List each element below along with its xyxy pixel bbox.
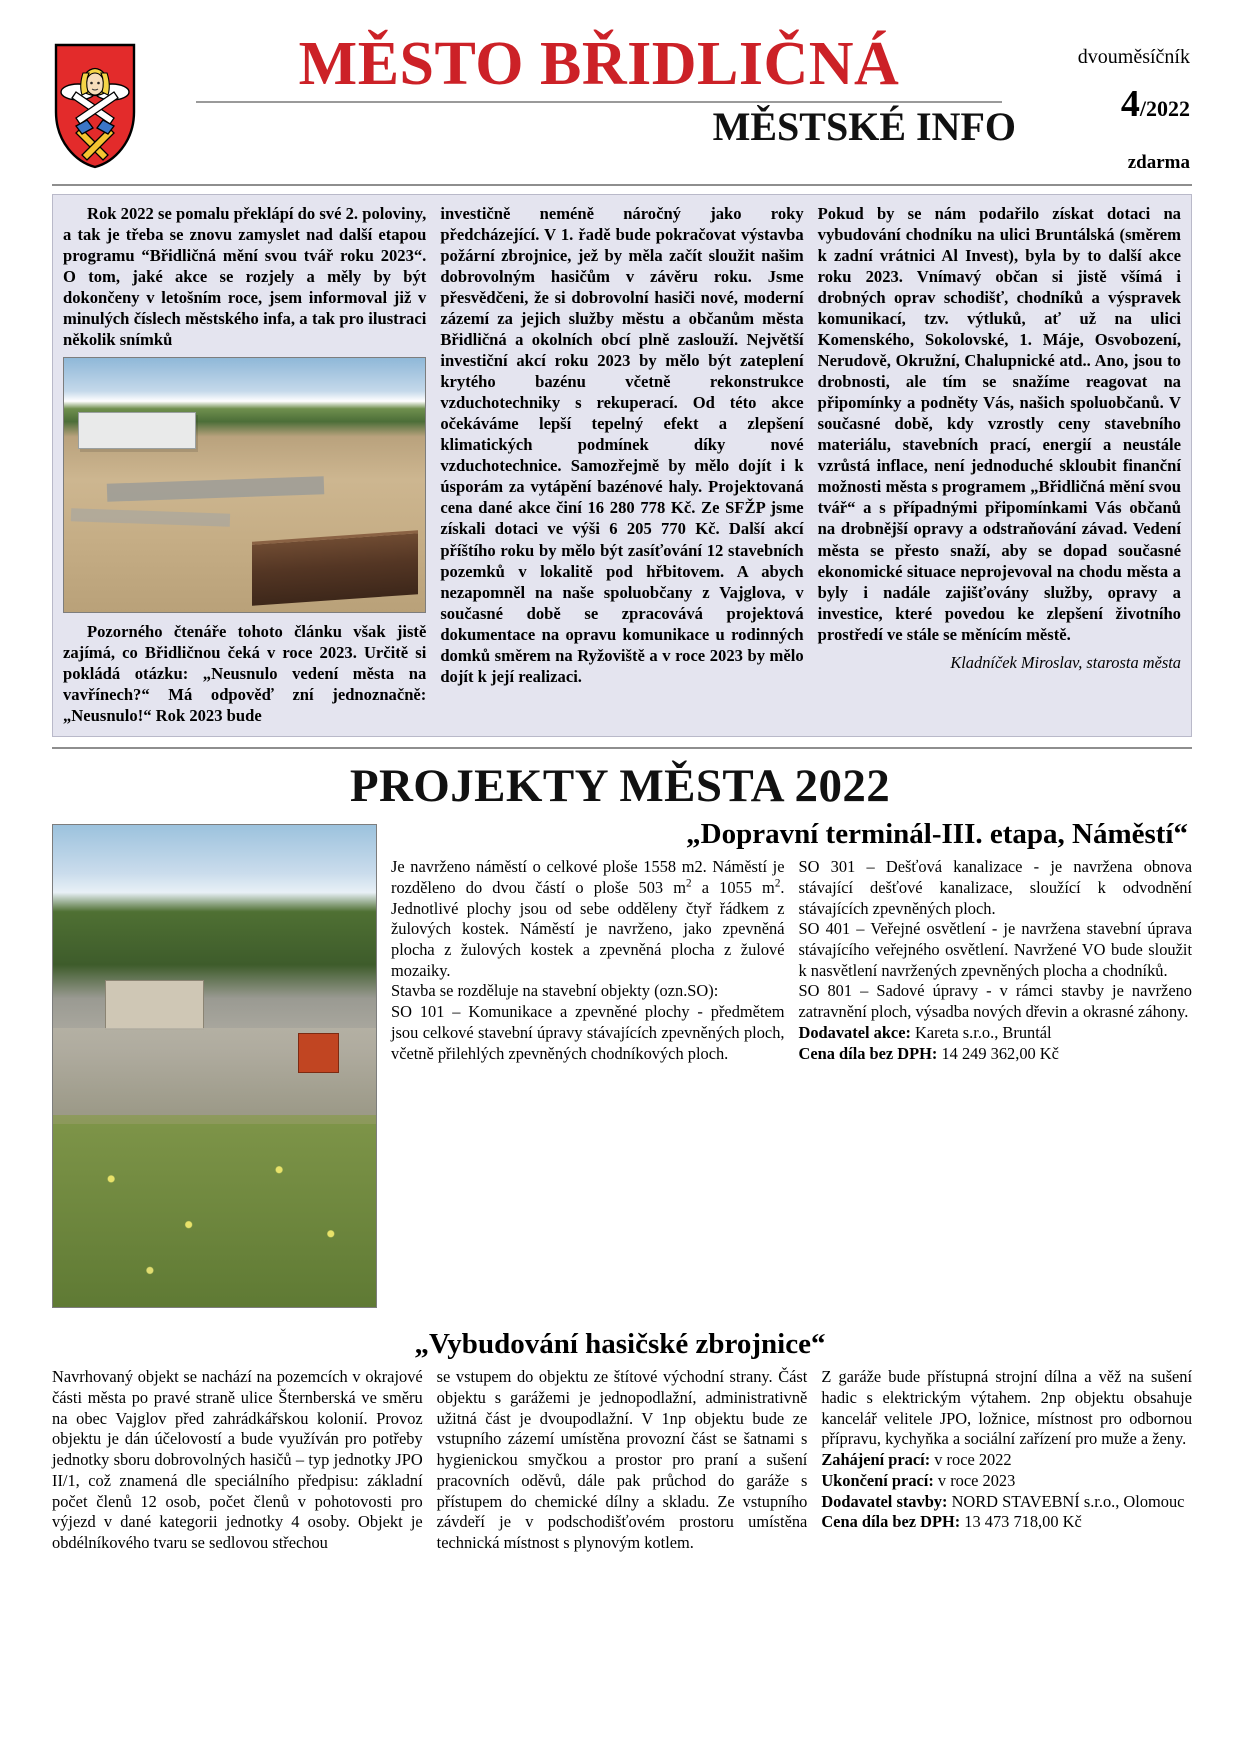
project-text: Je navrženo náměstí o celkové ploše 1558 m2. Náměstí je rozděleno do dvou částí o ploše 503 m	[391, 857, 785, 897]
photo-square-site	[52, 824, 377, 1308]
editorial-col3-text	[818, 203, 1181, 673]
title-divider	[196, 101, 1002, 103]
project-1-block	[52, 817, 1192, 1316]
photo-construction-site-1	[63, 357, 426, 613]
author-signature: Kladníček Miroslav, starosta města	[950, 652, 1181, 672]
project-paragraph: Z garáže bude přístupná strojní dílna a věž na sušení hadic s elektrickým výtahem. 2np objektu obsahuje kancelář velitele JPO, ložnice, místnost pro odbornou přípravu, kychyňka a sociální zařízení pro muže a ženy.	[821, 1367, 1193, 1449]
issue-year: /2022	[1139, 96, 1190, 121]
editorial-column-1	[63, 203, 426, 726]
start-value: v roce 2022	[930, 1450, 1012, 1470]
city-coat-of-arms	[52, 42, 138, 170]
project-2-end	[821, 1471, 1192, 1492]
project-2-block	[52, 1367, 1192, 1553]
project-paragraph: se vstupem do objektu ze štítové východní strany. Část objektu s garážemi je jednopodlažní, administrativně užitná část je dvoupodlažní. V 1np objektu bude ze vstupního zázemí umístěna provozní část se šatnami s hygienickou smyčkou a prostor pro praní a sušení pracovních oděvů, dále pak průchod do garáže s přístupem do chemické dílny a skladu. Ze vstupního závdeří je v podschodišťovém prostoru umístěna technická místnost s plynovým kotlem.	[436, 1367, 808, 1552]
photo-detail-building	[105, 980, 204, 1030]
project-paragraph: SO 801 – Sadové úpravy - v rámci stavby je navrženo zatravnění ploch, výsadba nových dřevin a okrasné záhony.	[798, 981, 1192, 1022]
issue-block	[1040, 34, 1192, 174]
project-1-supplier	[799, 1023, 1193, 1044]
page-subtitle: MĚSTSKÉ INFO	[712, 103, 1016, 149]
project-paragraph: Navrhovaný objekt se nachází na pozemcích v okrajové části města po pravé straně ulice Šternberská ve směru na obec Vajglov před zahrádkářskou kolonií. Provoz objektu je dán účelovostí a bude využíván pro potřeby jednotky sboru dobrovolných hasičů – typ jednotky JPO II/1, což znamená dle speciálního předpisu: základní počet členů 12 osob, počet členů v pohotovosti pro výjezd v dané kategorii jednotky 4 osoby. Objekt je obdélníkového tvaru se sedlovou střechou	[52, 1367, 423, 1552]
periodicity-label: dvouměsíčník	[1077, 46, 1190, 68]
page-title: MĚSTO BŘIDLIČNÁ	[298, 30, 900, 98]
editorial-col2-text	[440, 203, 803, 687]
price-label: Cena díla bez DPH:	[821, 1512, 961, 1532]
masthead	[0, 0, 1240, 178]
project-2-price	[821, 1512, 1192, 1533]
photo-detail	[71, 508, 230, 526]
project-paragraph	[391, 857, 785, 981]
superscript-unit: 2	[685, 877, 692, 890]
project-1-title: „Dopravní terminál-III. etapa, Náměstí“	[686, 818, 1188, 851]
coat-of-arms-icon	[52, 42, 138, 170]
price-label: zdarma	[1127, 152, 1190, 173]
editorial-col1-text-2	[63, 621, 426, 726]
photo-detail	[107, 476, 324, 501]
project-1-columns	[391, 857, 1192, 1064]
project-2-supplier	[821, 1492, 1192, 1513]
project-2-col-1	[52, 1367, 423, 1553]
editorial-paragraph: Rok 2022 se pomalu překlápí do své 2. poloviny, a tak je třeba se znovu zamyslet nad další etapou programu “Břidličná mění svou tvář roku 2023“. O tom, jaké akce se rozjely a měly by být dokončeny v letošním roce, jsem informoval již v minulých číslech městského infa, a tak pro ilustraci několik snímků	[63, 204, 427, 350]
end-label: Ukončení prací:	[821, 1470, 934, 1490]
price-label: Cena díla bez DPH:	[798, 1043, 938, 1063]
title-block	[148, 30, 1040, 149]
project-paragraph: Stavba se rozděluje na stavební objekty (ozn.SO):	[391, 981, 719, 1001]
project-paragraph: SO 101 – Komunikace a zpevněné plochy - předmětem jsou celkové stavební úpravy stávajících zpevněných ploch, včetně přilehlých zpevněných chodníkových ploch.	[391, 1002, 785, 1063]
project-1-text-column	[391, 817, 1192, 1316]
start-label: Zahájení prací:	[821, 1450, 931, 1470]
editorial-paragraph: investičně neméně náročný jako roky předcházející. V 1. řadě bude pokračovat výstavba požární zbrojnice, jež by měla začít sloužit našim dobrovolným hasičům v závěru roku. Jsme přesvědčeni, že si dobrovolní hasiči nové, moderní zázemí za jejich služby městu a občanům města Břidličná a okolních obcí plně zaslouží. Největší investiční akcí roku 2023 by mělo být zateplení krytého bazénu včetně rekonstrukce vzduchotechniky s rekuperací. Od této akce očekáváme lepší tepelný efekt a zlepšení klimatických podmínek díky nové vzduchotechnice. Samozřejmě by mělo dojít i k úsporám za vytápění bazénové haly. Projektovaná cena dané akce činí 16 280 778 Kč. Ze SFŽP jsme získali dotaci ve výši 6 205 770 Kč. Další akcí příštího roku by mělo být zasíťování 12 stavebních pozemků v lokalitě pod hřbitovem. A abych nezapomněl na naše spoluobčany z Vajglova, v současné době se zpracovává projektová dokumentace na opravu komunikace u rodinných domků směrem na Ryžoviště a v roce 2023 by mělo dojít k její realizaci.	[440, 204, 804, 686]
project-paragraph: SO 301 – Dešťová kanalizace - je navržena obnova stávající dešťové kanalizace, sloužící k odvodnění stávajících zpevněných ploch.	[798, 857, 1192, 918]
section-headline: PROJEKTY MĚSTA 2022	[349, 760, 891, 813]
editorial-columns	[63, 203, 1181, 726]
project-1-col-right	[799, 857, 1193, 1064]
photo-detail-machine	[298, 1033, 339, 1074]
project-text: . Jednotlivé plochy jsou od sebe odděleny čtyř řádkem z žulových kostek. Náměstí je navrženo, jako zpevněná plocha z žulových kostek a zpevněná plocha z žulové mozaiky.	[391, 877, 785, 980]
superscript-unit: 2	[774, 877, 781, 890]
issue-number: 4	[1120, 83, 1140, 125]
section-divider	[52, 747, 1192, 749]
price-value: 13 473 718,00 Kč	[960, 1512, 1082, 1532]
project-1-price	[799, 1044, 1193, 1065]
end-value: v roce 2023	[933, 1470, 1016, 1490]
editorial-column-3	[818, 203, 1181, 726]
project-paragraph: SO 401 – Veřejné osvětlení - je navržena stavební úprava stávajícího veřejného osvětlení. Navržené VO bude sloužit k nasvětlení navržených zpevněných plocha a chodníků.	[798, 919, 1192, 980]
project-2-start	[821, 1450, 1192, 1471]
project-text: a 1055 m	[691, 877, 775, 897]
editorial-paragraph: Pozorného čtenáře tohoto článku však jistě zajímá, co Břidličnou čeká v roce 2023. Určitě si pokládá otázku: „Neusnulo vedení města na vavřínech?“ Má odpověď zní jednoznačně: „Neusnulo!“ Rok 2023 bude	[63, 622, 427, 726]
price-value: 14 249 362,00 Kč	[937, 1043, 1059, 1063]
project-2-title: „Vybudování hasičské zbrojnice“	[414, 1328, 826, 1361]
editorial-article-box	[52, 194, 1192, 737]
project-2-col-2	[437, 1367, 808, 1553]
photo-detail-meadow	[53, 1124, 376, 1307]
editorial-column-2	[440, 203, 803, 726]
project-2-col-3	[821, 1367, 1192, 1553]
supplier-value: Kareta s.r.o., Bruntál	[910, 1022, 1052, 1042]
project-1-col-left	[391, 857, 785, 1064]
editorial-paragraph: Pokud by se nám podařilo získat dotaci na vybudování chodníku na ulici Bruntálská (směrem k zadní vrátnici Al Invest), byla by to další akce roku 2023. Vnímavý občan si jistě všímá i drobných oprav schodišť, chodníků a výspravek komunikací, tzv. výtluků, ať už na ulici Komenského, Sokolovské, 1. Máje, Osvobození, Nerudově, Okružní, Chalupnické atd.. Ano, jsou to drobnosti, ale tím se snažíme reagovat na připomínky a podněty Vás, našich spoluobčanů. V současné době, kdy vzrostly ceny stavebního materiálu, stavebních prací, energií a neustále vzrůstá inflace, není jednoduché skloubit finanční možnosti města s programem „Břidličná mění svou tvář“ a s případnými připomínkami Vás občanů na drobnější opravy a odstraňování závad. Vedení města se přesto snaží, aby se dopad současné ekonomické situace neprojevoval na chodu města a byly i nadále zajišťovány služby, opravy a investice, které povedou ke zlepšení životního prostředí ve stále se měnícím městě.	[817, 204, 1181, 644]
editorial-col1-text	[63, 203, 426, 350]
masthead-divider	[52, 184, 1192, 186]
supplier-label: Dodavatel stavby:	[821, 1491, 948, 1511]
supplier-value: NORD STAVEBNÍ s.r.o., Olomouc	[947, 1491, 1185, 1511]
project-1-photo-column	[52, 817, 377, 1316]
supplier-label: Dodavatel akce:	[798, 1022, 911, 1042]
issue-number-block	[1040, 82, 1190, 126]
